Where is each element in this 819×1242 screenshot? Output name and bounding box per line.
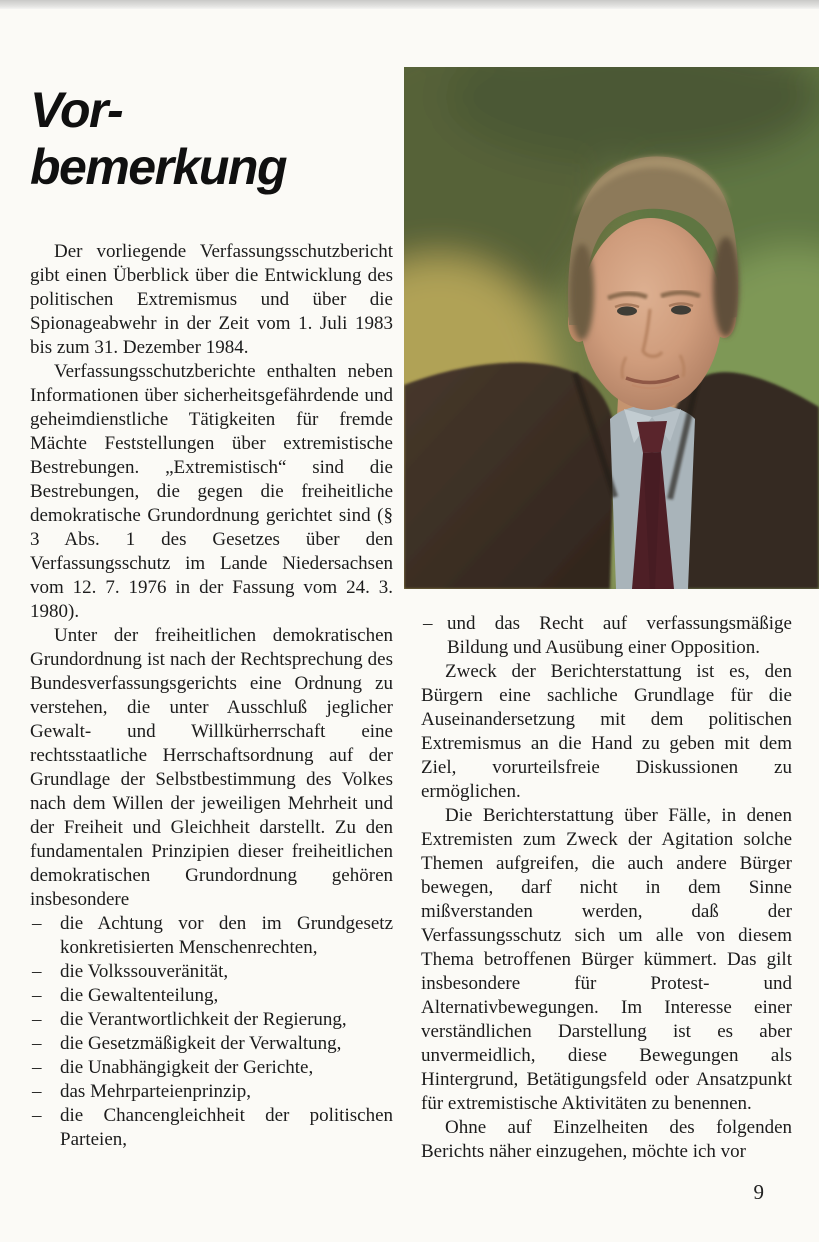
dash-marker: – xyxy=(32,1081,42,1102)
text-column-left xyxy=(30,240,393,1152)
title-line-1: Vor- xyxy=(30,82,123,138)
paragraph: Ohne auf Einzelheiten des folgenden Berichts näher einzugehen, möchte ich vor xyxy=(421,1117,792,1162)
list-item-text: die Volkssouveränität, xyxy=(60,961,229,982)
dash-marker: – xyxy=(32,1009,42,1030)
list-item-text: die Unabhängigkeit der Gerichte, xyxy=(60,1057,314,1078)
left-eye xyxy=(617,306,637,315)
scan-edge-artifact xyxy=(0,0,819,9)
list-item-text: die Gesetzmäßigkeit der Verwaltung, xyxy=(60,1033,342,1054)
list-item xyxy=(30,1008,393,1032)
list-item xyxy=(30,984,393,1008)
page-title xyxy=(30,82,390,196)
dash-marker: – xyxy=(32,913,42,934)
paragraph: Unter der freiheitlichen demokratischen Grundordnung ist nach der Rechtsprechung des Bundesverfassungsgerichts eine Ordnung zu verstehen, die unter Ausschluß jeglicher Gewalt- und Willkürherrschaft eine rechtsstaatliche Herrschaftsordnung auf der Grundlage der Selbstbestimmung des Volkes nach dem Willen der jeweiligen Mehrheit und der Freiheit und Gleichheit darstellt. Zu den fundamentalen Prinzipien dieser freiheitlichen demokratischen Grundordnung gehören insbesondere xyxy=(30,625,393,910)
dash-marker: – xyxy=(32,1105,42,1126)
title-line-2: bemerkung xyxy=(30,139,287,195)
principles-list xyxy=(30,912,393,1152)
list-item xyxy=(30,1056,393,1080)
list-item-text: das Mehrparteienprinzip, xyxy=(60,1081,251,1102)
dash-marker: – xyxy=(32,985,42,1006)
dash-marker: – xyxy=(32,1057,42,1078)
portrait-illustration xyxy=(404,67,819,589)
dash-marker: – xyxy=(32,1033,42,1054)
list-item xyxy=(30,1080,393,1104)
list-item-text: und das Recht auf verfassungsmäßige Bildung und Ausübung einer Opposition. xyxy=(447,613,792,658)
page-number: 9 xyxy=(753,1180,764,1204)
list-item xyxy=(421,612,792,660)
list-item xyxy=(30,1032,393,1056)
paragraph: Die Berichterstattung über Fälle, in denen Extremisten zum Zweck der Agitation solche Themen aufgreifen, die auch andere Bürger bewegen, darf nicht in dem Sinne mißverstanden werden, daß der Verfassungsschutz sich um alle von diesem Thema betroffenen Bürger kümmert. Das gilt insbesondere für Protest- und Alternativbewegungen. Im Interesse einer verständlichen Darstellung ist es aber unvermeidlich, diese Bewegungen als Hintergrund, Betätigungsfeld oder Ansatzpunkt für extremistische Aktivitäten zu benennen. xyxy=(421,805,792,1114)
paragraph: Zweck der Berichterstattung ist es, den Bürgern eine sachliche Grundlage für die Auseinandersetzung mit dem politischen Extremismus an die Hand zu geben mit dem Ziel, vorurteilsfreie Diskussionen zu ermöglichen. xyxy=(421,661,792,802)
dash-marker: – xyxy=(32,961,42,982)
list-item xyxy=(30,960,393,984)
right-eye xyxy=(671,305,691,314)
list-item-text: die Verantwortlichkeit der Regierung, xyxy=(60,1009,347,1030)
dash-marker: – xyxy=(423,613,433,634)
list-item-text: die Chancengleichheit der politischen Parteien, xyxy=(60,1105,393,1150)
list-item-text: die Achtung vor den im Grundgesetz konkretisierten Menschenrechten, xyxy=(60,913,393,958)
list-item-text: die Gewaltenteilung, xyxy=(60,985,219,1006)
list-item xyxy=(30,912,393,960)
list-item xyxy=(30,1104,393,1152)
paragraph: Verfassungsschutzberichte enthalten neben Informationen über sicherheitsgefährdende und geheimdienstliche Tätigkeiten für fremde Mächte Feststellungen über extremistische Bestrebungen. „Extremistisch“ sind die Bestrebungen, die gegen die freiheitliche demokratische Grundordnung gerichtet sind (§ 3 Abs. 1 des Gesetzes über den Verfassungsschutz im Lande Niedersachsen vom 12. 7. 1976 in der Fassung vom 24. 3. 1980). xyxy=(30,361,393,622)
portrait-photo xyxy=(404,67,819,589)
text-column-right xyxy=(421,612,792,1164)
paragraph: Der vorliegende Verfassungsschutzbericht gibt einen Überblick über die Entwicklung des politischen Extremismus und über die Spionageabwehr in der Zeit vom 1. Juli 1983 bis zum 31. Dezember 1984. xyxy=(30,241,393,358)
